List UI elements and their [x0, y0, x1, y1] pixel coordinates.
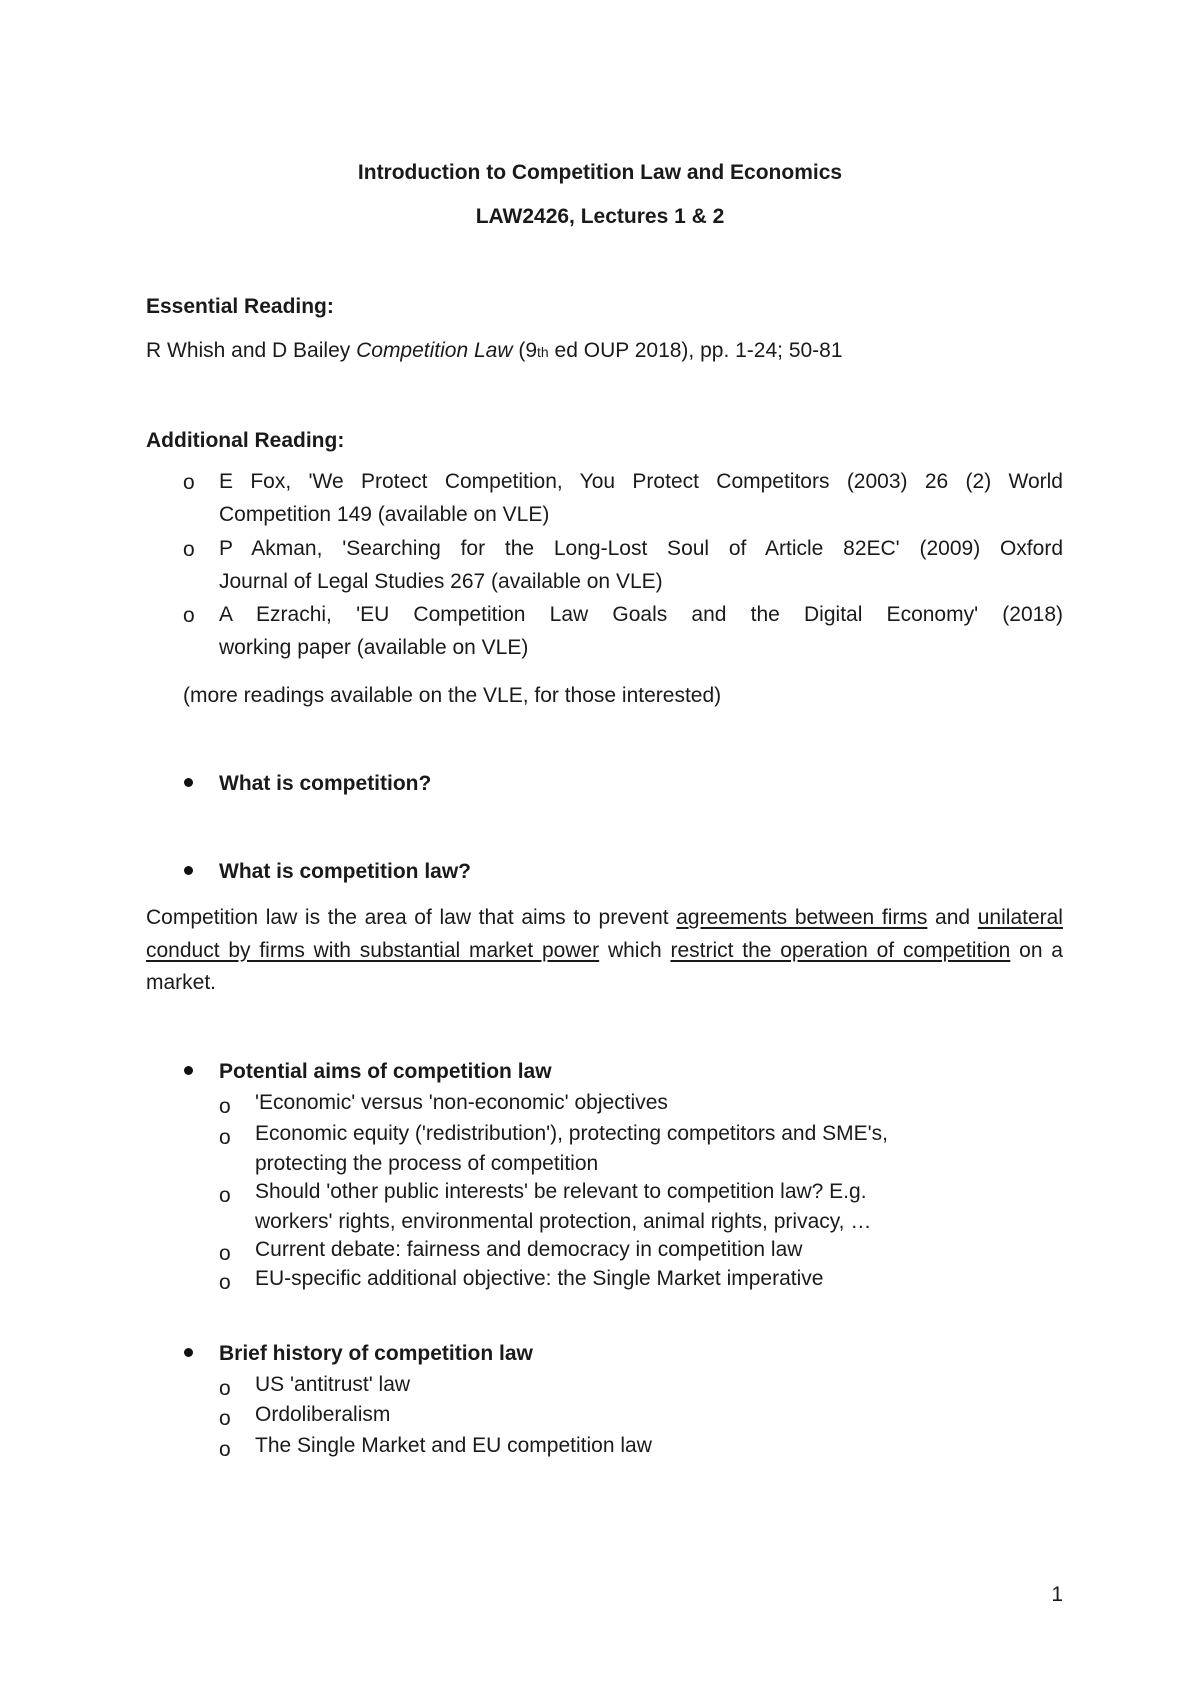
history-item-3: The Single Market and EU competition law [255, 1434, 652, 1457]
history-heading: Brief history of competition law [219, 1342, 533, 1365]
list-marker: o [219, 1095, 231, 1118]
aims-heading: Potential aims of competition law [219, 1060, 552, 1083]
list-marker: o [219, 1377, 231, 1400]
aims-item-1: 'Economic' versus 'non-economic' objectives [255, 1091, 668, 1114]
bullet-dot-icon [184, 866, 193, 875]
aims-item-2-line2: protecting the process of competition [255, 1152, 599, 1175]
document-title: Introduction to Competition Law and Economics [357, 161, 843, 184]
aims-item-4: Current debate: fairness and democracy in competition law [255, 1238, 803, 1261]
bullet-what-is-competition-law: What is competition law? [219, 860, 472, 883]
additional-item-2-line1: P Akman, 'Searching for the Long-Lost Soul of Article 82EC' (2009) Oxford [219, 537, 1063, 560]
list-marker: o [183, 471, 195, 494]
ref-book-title: Competition Law [356, 339, 513, 362]
bullet-dot-icon [184, 778, 193, 787]
definition-text-1: Competition law is the area of law that aims to prevent [146, 906, 677, 929]
additional-reading-heading: Additional Reading: [146, 429, 345, 452]
aims-item-3-line1: Should 'other public interests' be relevant to competition law? E.g. [255, 1180, 867, 1203]
list-marker: o [183, 538, 195, 561]
list-marker: o [219, 1438, 231, 1461]
history-item-1: US 'antitrust' law [255, 1373, 411, 1396]
list-marker: o [219, 1242, 231, 1265]
definition-text-2: and [927, 906, 978, 929]
history-item-2: Ordoliberalism [255, 1403, 391, 1426]
additional-item-1-line2: Competition 149 (available on VLE) [219, 503, 550, 526]
bullet-what-is-competition: What is competition? [219, 772, 432, 795]
definition-underline-restrict: restrict the operation of competition [670, 938, 1011, 962]
bullet-dot-icon [184, 1066, 193, 1075]
list-marker: o [219, 1126, 231, 1149]
additional-item-1-line1: E Fox, 'We Protect Competition, You Protect Competitors (2003) 26 (2) World [219, 470, 1063, 493]
aims-item-5: EU-specific additional objective: the Single Market imperative [255, 1267, 824, 1290]
additional-item-3-line2: working paper (available on VLE) [219, 636, 529, 659]
additional-item-2-line2: Journal of Legal Studies 267 (available on VLE) [219, 570, 663, 593]
definition-text-4: on a market. [146, 938, 1063, 994]
ref-edition-rest: ed OUP 2018), pp. 1-24; 50-81 [548, 339, 843, 362]
definition-text-3: which [599, 938, 671, 962]
additional-item-3-line1: A Ezrachi, 'EU Competition Law Goals and the Digital Economy' (2018) [219, 603, 1063, 626]
essential-reading-reference [146, 338, 843, 363]
essential-reading-heading: Essential Reading: [146, 295, 334, 318]
ref-edition-sup: th [537, 344, 549, 360]
ref-edition-open: (9 [512, 339, 538, 362]
document-subtitle: LAW2426, Lectures 1 & 2 [475, 205, 725, 228]
additional-item-1 [219, 465, 1063, 531]
competition-law-definition [146, 902, 1063, 1000]
more-readings-note: (more readings available on the VLE, for those interested) [183, 684, 722, 707]
list-marker: o [183, 604, 195, 627]
aims-item-2-line1: Economic equity ('redistribution'), protecting competitors and SME's, [255, 1122, 888, 1145]
definition-underline-unilateral: unilateral conduct by firms with substantial market power [146, 906, 1063, 962]
list-marker: o [219, 1184, 231, 1207]
aims-item-3-line2: workers' rights, environmental protection, animal rights, privacy, … [255, 1210, 872, 1233]
page-number: 1 [1051, 1583, 1063, 1606]
list-marker: o [219, 1407, 231, 1430]
ref-authors: R Whish and D Bailey [146, 339, 357, 362]
bullet-dot-icon [184, 1348, 193, 1357]
additional-item-3 [219, 598, 1063, 664]
definition-underline-agreements: agreements between firms [676, 906, 928, 929]
list-marker: o [219, 1271, 231, 1294]
additional-item-2 [219, 532, 1063, 598]
